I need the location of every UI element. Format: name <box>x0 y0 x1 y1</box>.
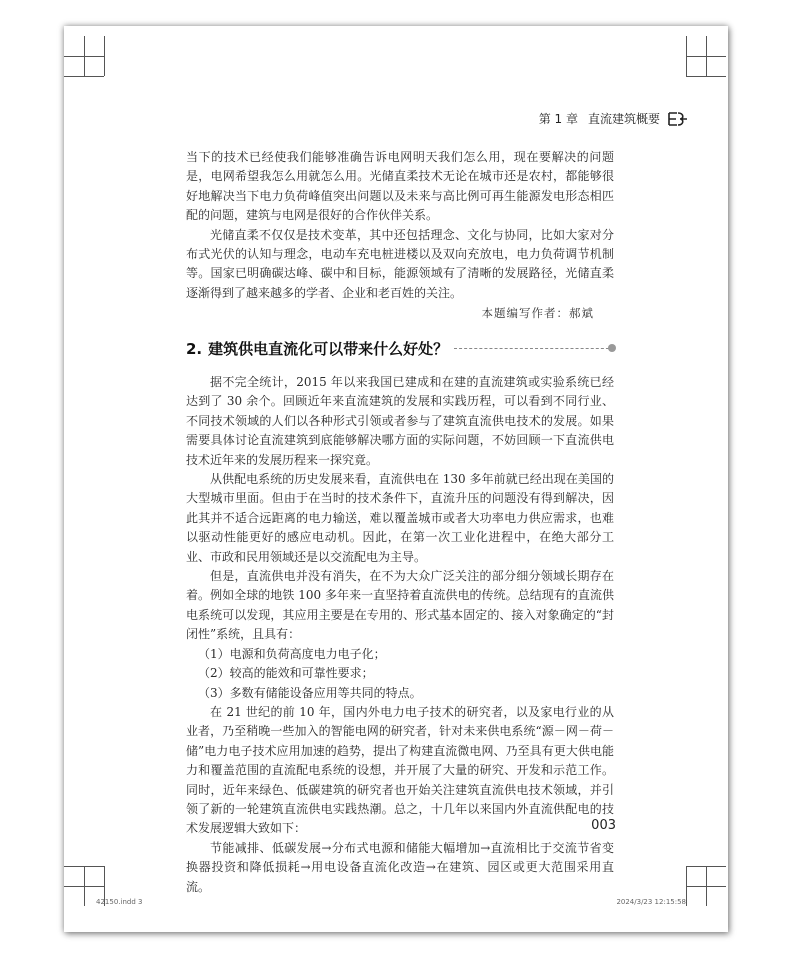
chapter-label: 第 1 章 <box>538 112 578 126</box>
body-paragraph-3: 但是，直流供电并没有消失，在不为大众广泛关注的部分细分领域长期存在着。例如全球的地铁 100 多年来一直坚持着直流供电的传统。总结现有的直流供电系统可以发现，其应用主要是在专用的、形式基本固定的、接入对象确定的“封闭性”系统，且具有： <box>186 569 614 642</box>
section-title: 建筑供电直流化可以带来什么好处？ <box>208 340 449 358</box>
section-heading <box>186 338 614 359</box>
body-paragraph-1: 据不完全统计，2015 年以来我国已建成和在建的直流建筑或实验系统已经达到了 30 余个。回顾近年来直流建筑的发展和实践历程，可以看到不同行业、不同技术领域的人们以各种形式引领或者参与了建筑直流供电技术的发展。如果需要具体讨论直流建筑到底能够解决哪方面的实际问题，不妨回顾一下直流供电技术近年来的发展历程来一探究竟。 <box>186 375 614 467</box>
intro-paragraph-1: 当下的技术已经使我们能够准确告诉电网明天我们怎么用，现在要解决的问题是，电网希望我怎么用就怎么用。光储直柔技术无论在城市还是农村，都能够很好地解决当下电力负荷峰值突出问题以及未来与高比例可再生能源发电形态相匹配的问题，建筑与电网是很好的合作伙伴关系。 <box>186 150 614 223</box>
slug-timestamp: 2024/3/23 12:15:58 <box>616 898 686 906</box>
section-number: 2. <box>186 339 203 358</box>
slug-file: 42150.indd 3 <box>96 898 143 906</box>
body-text <box>186 373 614 897</box>
body-paragraph-2: 从供配电系统的历史发展来看，直流供电在 130 多年前就已经出现在美国的大型城市里面。但由于在当时的技术条件下，直流升压的问题没有得到解决，因此其并不适合远距离的电力输送，难以覆盖城市或者大功率电力供应需求，也难以驱动性能更好的感应电动机。因此，在第一次工业化进程中，在绝大部分工业、市政和民用领域还是以交流配电为主导。 <box>186 472 614 564</box>
section-leader-dot <box>608 344 616 352</box>
list-item-1: （1）电源和负荷高度电力电子化； <box>198 646 386 661</box>
intro-paragraph-2: 光储直柔不仅仅是技术变革，其中还包括理念、文化与协同，比如大家对分布式光伏的认知与理念，电动车充电桩进楼以及双向充放电，电力负荷调节机制等。国家已明确碳达峰、碳中和目标，能源领域有了清晰的发展路径，光储直柔逐渐得到了越来越多的学者、企业和老百姓的关注。 <box>186 227 614 300</box>
intro-text <box>186 148 614 303</box>
chapter-logo-icon <box>668 111 688 127</box>
list-item-3: （3）多数有储能设备应用等共同的特点。 <box>198 685 422 700</box>
running-header <box>539 110 688 127</box>
closing-paragraph-1: 在 21 世纪的前 10 年，国内外电力电子技术的研究者，以及家电行业的从业者，乃至稍晚一些加入的智能电网的研究者，针对未来供电系统“源－网－荷－储”电力电子技术应用加速的趋势，提出了构建直流微电网、乃至具有更大供电能力和覆盖范围的直流配电系统的设想，并开展了大量的研究、开发和示范工作。同时，近年来绿色、低碳建筑的研究者也开始关注建筑直流供电技术领域，并引领了新的一轮建筑直流供电实践热潮。总之，十几年以来国内外直流供配电的技术发展逻辑大致如下： <box>186 704 614 836</box>
page-number: 003 <box>591 818 616 833</box>
author-credit: 本题编写作者：郝斌 <box>481 306 594 320</box>
list-item-2: （2）较高的能效和可靠性要求； <box>198 666 374 681</box>
section-leader-line <box>454 348 614 349</box>
closing-paragraph-2: 节能减排、低碳发展→分布式电源和储能大幅增加→直流相比于交流节省变换器投资和降低损耗→用电设备直流化改造→在建筑、园区或更大范围采用直流。 <box>186 840 614 894</box>
chapter-title: 直流建筑概要 <box>587 112 660 126</box>
